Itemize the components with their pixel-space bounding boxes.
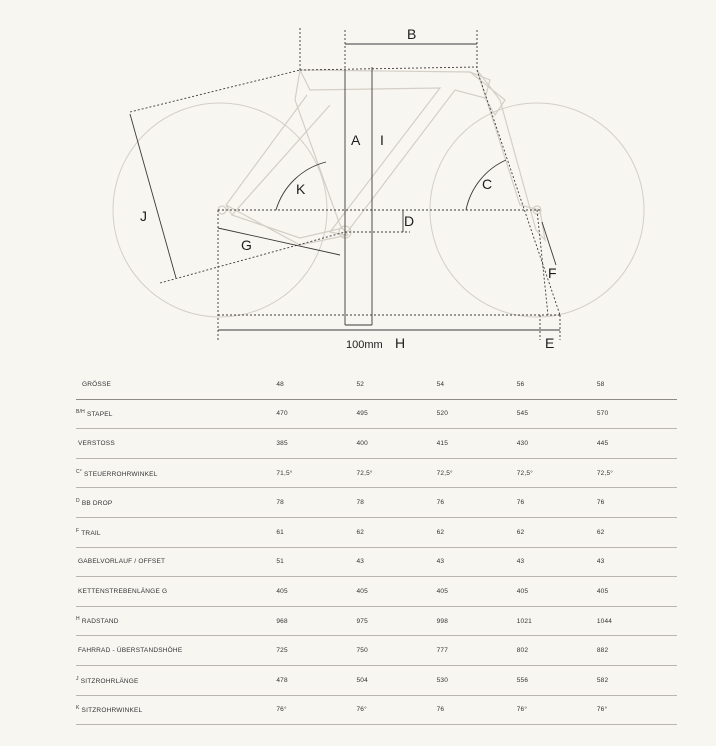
row-value: 968 — [276, 606, 356, 636]
row-value: 495 — [356, 399, 436, 429]
table-row — [76, 429, 677, 459]
row-label-text: KETTENSTREBENLÄNGE G — [78, 587, 168, 595]
row-value: 76 — [597, 488, 677, 518]
label-e: E — [545, 335, 555, 351]
table-row — [76, 517, 677, 547]
header-size-label: GRÖSSE — [76, 370, 276, 399]
row-key: F — [76, 527, 80, 534]
row-label — [76, 606, 276, 636]
row-value: 72,5° — [597, 458, 677, 488]
table-row — [76, 606, 677, 636]
row-value: 78 — [356, 488, 436, 518]
label-k: K — [296, 181, 306, 197]
table-body — [76, 399, 677, 725]
row-value: 405 — [356, 577, 436, 607]
bike-geometry-diagram — [0, 0, 716, 360]
row-value: 545 — [517, 399, 597, 429]
row-value: 520 — [437, 399, 517, 429]
row-value: 78 — [276, 488, 356, 518]
row-value: 61 — [276, 517, 356, 547]
row-label — [76, 547, 276, 577]
row-label — [76, 577, 276, 607]
row-value: 504 — [356, 665, 436, 695]
row-label — [76, 458, 276, 488]
row-value: 582 — [597, 665, 677, 695]
row-value: 415 — [437, 429, 517, 459]
row-label-text: SITZROHRWINKEL — [81, 707, 143, 715]
row-label — [76, 399, 276, 429]
row-value: 71,5° — [276, 458, 356, 488]
row-key: D — [76, 498, 80, 505]
row-value: 405 — [276, 577, 356, 607]
row-label-text: GABELVORLAUF / OFFSET — [78, 558, 166, 566]
row-value: 62 — [437, 517, 517, 547]
row-value: 76° — [276, 695, 356, 725]
table-row — [76, 547, 677, 577]
row-label — [76, 636, 276, 666]
row-value: 72,5° — [517, 458, 597, 488]
row-value: 1044 — [597, 606, 677, 636]
dimension-lines — [130, 28, 560, 340]
row-value: 975 — [356, 606, 436, 636]
row-label — [76, 429, 276, 459]
row-value: 470 — [276, 399, 356, 429]
row-value: 43 — [437, 547, 517, 577]
label-i: I — [380, 132, 384, 148]
row-value: 72,5° — [356, 458, 436, 488]
row-label-text: SITZROHRLÄNGE — [80, 677, 139, 685]
row-value: 725 — [276, 636, 356, 666]
row-value: 43 — [517, 547, 597, 577]
row-label-text: VERSTOSS — [78, 439, 115, 447]
row-value: 51 — [276, 547, 356, 577]
row-value: 998 — [437, 606, 517, 636]
row-label-text: FAHRRAD - ÜBERSTANDSHÖHE — [78, 647, 183, 655]
row-value: 62 — [597, 517, 677, 547]
table-row — [76, 636, 677, 666]
row-value: 400 — [356, 429, 436, 459]
row-value: 405 — [437, 577, 517, 607]
label-h: H — [395, 335, 406, 351]
row-value: 530 — [437, 665, 517, 695]
row-key: H — [76, 616, 80, 623]
row-value: 802 — [517, 636, 597, 666]
row-value: 76 — [437, 488, 517, 518]
table-row — [76, 399, 677, 429]
row-key: B/H — [76, 409, 85, 416]
table-row — [76, 577, 677, 607]
row-value: 570 — [597, 399, 677, 429]
header-size-56: 56 — [517, 370, 597, 399]
row-value: 76 — [437, 695, 517, 725]
table-row — [76, 458, 677, 488]
header-size-54: 54 — [437, 370, 517, 399]
frame-outline — [218, 70, 545, 245]
row-value: 882 — [597, 636, 677, 666]
row-value: 43 — [597, 547, 677, 577]
label-a: A — [351, 132, 361, 148]
row-value: 405 — [517, 577, 597, 607]
row-label — [76, 488, 276, 518]
row-value: 385 — [276, 429, 356, 459]
row-key: C° — [76, 468, 83, 475]
row-label-text: BB DROP — [81, 500, 113, 508]
label-b: B — [407, 26, 417, 42]
row-value: 556 — [517, 665, 597, 695]
geometry-table — [76, 370, 677, 725]
row-value: 76° — [356, 695, 436, 725]
table-row — [76, 665, 677, 695]
row-value: 750 — [356, 636, 436, 666]
row-label-text: RADSTAND — [81, 618, 119, 626]
header-size-48: 48 — [276, 370, 356, 399]
row-key: J — [76, 675, 79, 682]
label-d: D — [404, 213, 415, 229]
table-row — [76, 488, 677, 518]
row-label — [76, 517, 276, 547]
header-size-52: 52 — [356, 370, 436, 399]
label-c: C — [482, 176, 493, 192]
row-value: 76° — [517, 695, 597, 725]
label-100mm: 100mm — [346, 339, 383, 351]
row-label-text: TRAIL — [81, 529, 101, 537]
row-label-text: STAPEL — [86, 411, 113, 419]
row-value: 76 — [517, 488, 597, 518]
table-row — [76, 695, 677, 725]
row-value: 62 — [517, 517, 597, 547]
label-j: J — [140, 208, 147, 224]
row-value: 1021 — [517, 606, 597, 636]
table-header-row — [76, 370, 677, 399]
row-value: 405 — [597, 577, 677, 607]
row-value: 43 — [356, 547, 436, 577]
label-f: F — [548, 265, 557, 281]
header-size-58: 58 — [597, 370, 677, 399]
row-value: 478 — [276, 665, 356, 695]
row-value: 72,5° — [437, 458, 517, 488]
row-label-text: STEUERROHRWINKEL — [84, 470, 158, 478]
row-value: 430 — [517, 429, 597, 459]
row-value: 76° — [597, 695, 677, 725]
row-key: K — [76, 705, 80, 712]
row-value: 445 — [597, 429, 677, 459]
label-g: G — [241, 237, 252, 253]
row-value: 62 — [356, 517, 436, 547]
row-label — [76, 665, 276, 695]
row-value: 777 — [437, 636, 517, 666]
row-label — [76, 695, 276, 725]
